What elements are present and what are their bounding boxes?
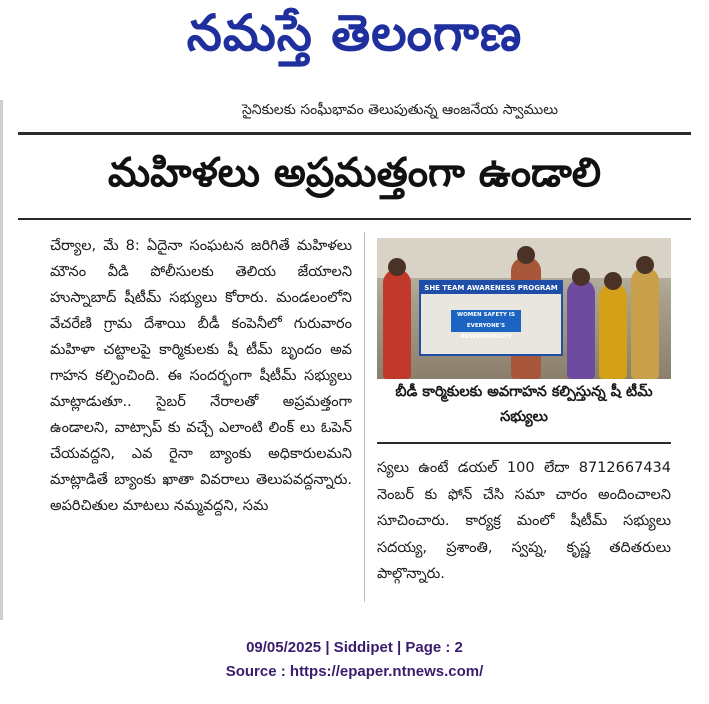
banner-slogan: WOMEN SAFETY IS EVERYONE'S RESPONSIBILITY	[451, 310, 521, 332]
article-body-left-column: చేర్యాల, మే 8: ఏదైనా సంఘటన జరిగితే మహిళలు మౌనం వీడి పోలీసులకు తెలియ జేయాలని హుస్నాబాద్ షీటీమ్ సభ్యులు కోరారు. మండలంలోని వేచరేణి గ్రామ దేశాయి బీడీ కంపెనీలో గురువారం మహిళా చట్టాలపై కార్మికులకు షీ టీమ్ బృందం అవ గాహన కల్పించింది. ఈ సందర్భంగా షీటీమ్ సభ్యులు మాట్లాడుతూ.. సైబర్ నేరాలతో అప్రమత్తంగా ఉండాలని, వాట్సాప్ కు వచ్చే ఎలాంటి లింక్ లు ఓపెన్ చేయవద్దని, ఎవ రైనా బ్యాంకు అధికారులమని మాట్లాడితే బ్యాంకు ఖాతా వివరాలు తెలుపవద్దన్నారు. అపరిచితుల మాటలు నమ్మవద్దని, సమ	[50, 238, 352, 514]
caption-rule	[377, 442, 671, 444]
photo-person-head	[604, 272, 622, 290]
banner-title: SHE TEAM AWARENESS PROGRAM	[421, 282, 561, 294]
footer	[0, 636, 709, 684]
photo-caption: బీడీ కార్మికులకు అవగాహన కల్పిస్తున్న షీ టీమ్ సభ్యులు	[395, 384, 653, 425]
photo-person	[383, 269, 411, 379]
footer-source: Source : https://epaper.ntnews.com/	[225, 663, 484, 680]
photo-person-head	[517, 246, 535, 264]
headline-bottom-rule	[18, 218, 691, 220]
photo-person-head	[572, 268, 590, 286]
photo-person	[567, 279, 595, 379]
photo-person-head	[636, 256, 654, 274]
page-edge-strip	[0, 100, 3, 620]
column-divider	[364, 232, 365, 602]
article-photo	[377, 238, 671, 379]
masthead-title: నమస్తే తెలంగాణ	[186, 3, 523, 62]
photo-awareness-banner	[419, 280, 563, 356]
footer-date-edition-page: 09/05/2025 | Siddipet | Page : 2	[246, 639, 463, 656]
kicker-line: సైనికులకు సంఘీభావం తెలుపుతున్న ఆంజనేయ స్వాములు	[241, 102, 558, 118]
article-body-right-column: స్యలు ఉంటే డయల్ 100 లేదా 8712667434 నెంబర్ కు ఫోన్ చేసి సమా చారం అందించాలని సూచించారు. కార్యక్ర మంలో షీటీమ్ సభ్యులు సదయ్య, ప్రశాంతి, స్వప్న, కృష్ణ తదితరులు పాల్గొన్నారు.	[377, 460, 671, 582]
article-headline: మహిళలు అప్రమత్తంగా ఉండాలి	[107, 150, 602, 196]
masthead	[0, 0, 709, 78]
photo-person	[599, 283, 627, 379]
headline-top-rule	[18, 132, 691, 135]
photo-person-head	[388, 258, 406, 276]
photo-person	[631, 267, 659, 379]
